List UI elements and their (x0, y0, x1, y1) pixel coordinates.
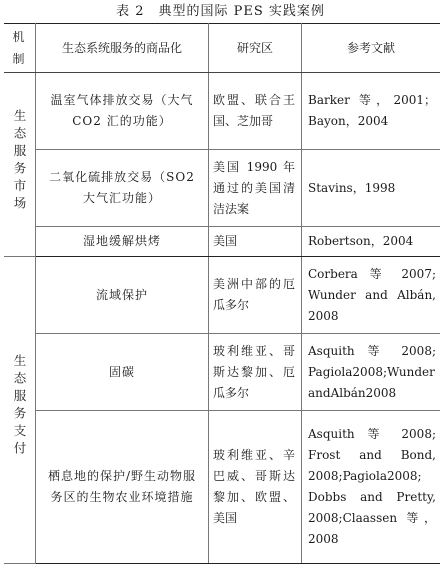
cell-region: 玻利维亚、辛巴威、哥斯达黎加、欧盟、美国 (209, 411, 302, 564)
cell-product: 温室气体排放交易（大气 CO2 汇的功能） (36, 73, 209, 150)
header-mechanism (4, 24, 36, 73)
group-label-text: 生态服务支付 (12, 354, 27, 459)
header-references: 参考文献 (302, 24, 441, 73)
table-caption: 表 2 典型的国际 PES 实践案例 (116, 4, 325, 19)
header-product: 生态系统服务的商品化 (36, 24, 209, 73)
cell-region: 欧盟、联合王国、芝加哥 (209, 73, 302, 150)
header-mechanism-line1: 机 (12, 30, 27, 44)
cell-references: Asquith 等 2008; Pagiola2008;WunderandAlbán2008 (302, 334, 441, 411)
header-region: 研究区 (209, 24, 302, 73)
group-label-text: 生态服务市场 (12, 108, 27, 214)
cell-references: Corbera 等 2007; Wunder and Albán, 2008 (302, 257, 441, 334)
cell-product: 固碳 (36, 334, 209, 411)
cell-region: 美洲中部的厄瓜多尔 (209, 257, 302, 334)
table-row (4, 334, 440, 411)
cell-product: 湿地缓解烘烤 (36, 227, 209, 257)
pes-cases-table (4, 23, 440, 564)
table-row (4, 227, 440, 257)
cell-product: 二氧化硫排放交易（SO2 大气汇功能） (36, 150, 209, 227)
cell-references: Robertson，2004 (302, 227, 441, 257)
cell-region: 美国 (209, 227, 302, 257)
cell-region: 美国 1990 年通过的美国清洁法案 (209, 150, 302, 227)
header-mechanism-line2: 制 (12, 52, 27, 66)
cell-references: Stavins，1998 (302, 150, 441, 227)
group-label-payment (4, 257, 36, 564)
cell-references: Barker 等，2001；Bayon，2004 (302, 73, 441, 150)
cell-region: 玻利维亚、哥斯达黎加、厄瓜多尔 (209, 334, 302, 411)
cell-product: 流域保护 (36, 257, 209, 334)
cell-references: Asquith 等 2008; Frost and Bond, 2008;Pagiola2008; Dobbs and Pretty, 2008;Claassen 等，2008 (302, 411, 441, 564)
cell-product: 栖息地的保护/野生动物服务区的生物农业环境措施 (36, 411, 209, 564)
table-header-row (4, 24, 440, 73)
table-row (4, 150, 440, 227)
table-row (4, 257, 440, 334)
group-label-market (4, 73, 36, 257)
table-row (4, 73, 440, 150)
table-row (4, 411, 440, 564)
